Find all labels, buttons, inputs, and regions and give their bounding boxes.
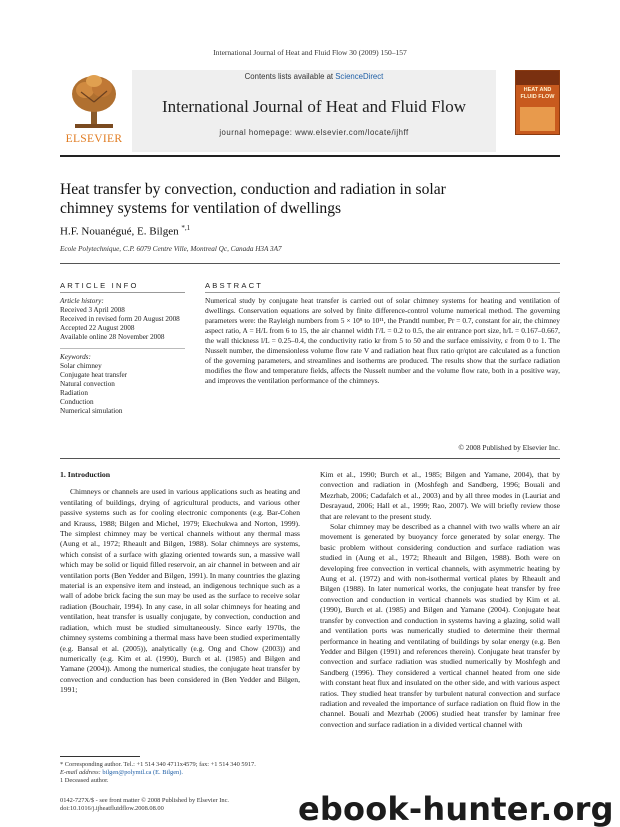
masthead-rule <box>60 155 560 157</box>
article-history <box>60 297 185 342</box>
history-item: Accepted 22 August 2008 <box>60 324 135 332</box>
keyword: Solar chimney <box>60 362 102 370</box>
paragraph: Chimneys or channels are used in various applications such as heating and ventilating of buildings, drying of agricultural products, and various other passive systems such as for cooling electronic components (e.g. Bar-Cohen and Krauss, 1988; Bilgen and Michel, 1979; Ekechukwa and Norton, 1999). The simplest chimney may be vertical channels without any thermal mass (Aung et al., 1972; Rheault and Bilgen, 1988). Solar chimneys are systems, which consist of a surface with glazing oriented towards sun, a massive wall which may be solid or liquid filled reservoir, an air channel in between and air ventilation ports (Ben Yedder and Bilgen, 1991). In many countries the glazing material is an expensive item and instead, an indigenous technique such as a wall of adobe brick facing the sun may be used as the surface to receive solar radiation (Bouchair, 1994). In any case, in all solar chimneys for heating and ventilation, heat transfer is usually conjugate, by convection, conduction and radiation, which must be studied simultaneously. Since early 1970s, the chimney systems combining a thermal mass have been studied experimentally (e.g. Bansal et al. (2005)), analytically (e.g. Ong and Chow (2003)) and numerically (e.g. Kim et al. (1990), Burch et al. (1985) and Bilgen and Yamane (2004)). Among the numerical studies, the conjugate heat transfer by convection and conduction has been considered in (Ben Yedder and Bilgen, 1991; <box>60 487 300 695</box>
abstract-label: ABSTRACT <box>205 281 264 290</box>
history-item: Received 3 April 2008 <box>60 306 125 314</box>
abstract-text: Numerical study by conjugate heat transfer is carried out of solar chimney systems for heating and ventilation of dwellings. Conservation equations are solved by finite difference-control volume numerical method. The governing parameters were: the Rayleigh numbers from 5 × 10⁸ to 10¹¹, the Prandtl number, Pr = 0.7, constant for air, the chimney aspect ratio, A = H/L from 6 to 15, the air channel width l′/L = 0.2 to 0.5, the air entrance port size, h/L = 0.167–0.667, the wall thickness l/L = 0.25–0.4, the conductivity ratio kr from 5 to 50 and the surface emissivity, ε from 0 to 1. The Nusselt number, the dimensionless volume flow rate V and radiation heat flux ratio qr/qtot are calculated as a function of the governing parameters, and streamlines and isotherms are produced. The results show that the surface radiation modifies the flow and temperature fields, affects the Nusselt number and the volume flow rate, both in a positive way, and improves the ventilation performance of the chimneys. <box>205 296 560 385</box>
journal-homepage[interactable]: journal homepage: www.elsevier.com/locate/ijhff <box>219 128 409 137</box>
keyword: Conduction <box>60 398 94 406</box>
article-info-label: ARTICLE INFO <box>60 281 139 290</box>
paragraph: Kim et al., 1990; Burch et al., 1985; Bilgen and Yamane, 2004), that by convection and radiation in (Moshfegh and Sandberg, 1996; Bouali and Mezrhab, 2006; Cadafalch et al., 2003) and by all three modes in (Lauriat and Desrayaud, 2006; Hall et al., 1999; Rao, 2007). We will briefly review those that are relevant to the present study. <box>320 470 560 521</box>
history-heading: Article history: <box>60 297 104 305</box>
history-item: Available online 28 November 2008 <box>60 333 165 341</box>
email-link[interactable]: bilgen@polymtl.ca (E. Bilgen). <box>102 769 183 776</box>
issn-line: 0142-727X/$ - see front matter © 2008 Published by Elsevier Inc. <box>60 797 230 804</box>
keywords-heading: Keywords: <box>60 353 91 361</box>
body-column-left <box>60 470 300 696</box>
footnote-email <box>60 769 310 777</box>
cover-title: HEAT AND FLUID FLOW <box>520 87 555 100</box>
author-names: H.F. Nouanégué, E. Bilgen <box>60 225 179 238</box>
footnote-corresponding: * Corresponding author. Tel.: +1 514 340 4711x4579; fax: +1 514 340 5917. <box>60 761 256 768</box>
tree-icon <box>69 72 119 130</box>
doi-line[interactable]: doi:10.1016/j.ijheatfluidflow.2008.08.00 <box>60 805 164 812</box>
identifiers <box>60 797 310 813</box>
history-item: Received in revised form 20 August 2008 <box>60 315 180 323</box>
history-divider <box>60 348 185 349</box>
contents-bar <box>132 70 496 83</box>
cover-band <box>516 71 559 85</box>
copyright: © 2008 Published by Elsevier Inc. <box>458 443 560 452</box>
footnote-deceased: 1 Deceased author. <box>60 777 109 784</box>
section-heading: 1. Introduction <box>60 470 111 479</box>
journal-title: International Journal of Heat and Fluid Flow <box>161 97 467 116</box>
masthead <box>60 70 560 152</box>
author-mark: *,1 <box>181 224 191 232</box>
footnote-rule <box>60 756 140 757</box>
info-rule <box>60 263 560 264</box>
masthead-banner <box>132 70 496 152</box>
journal-reference: International Journal of Heat and Fluid Flow 30 (2009) 150–157 <box>213 48 407 57</box>
keyword: Natural convection <box>60 380 115 388</box>
label-rule-right <box>205 292 560 293</box>
authors <box>60 224 190 238</box>
affiliation: Ecole Polytechnique, C.P. 6079 Centre Ville, Montreal Qc, Canada H3A 3A7 <box>60 245 282 253</box>
elsevier-logo <box>60 70 128 150</box>
journal-cover <box>515 70 560 135</box>
keyword: Numerical simulation <box>60 407 123 415</box>
watermark: ebook-hunter.org <box>298 790 614 827</box>
body-column-right <box>320 470 560 730</box>
sciencedirect-link[interactable]: ScienceDirect <box>335 72 384 81</box>
email-label: E-mail address: <box>60 769 103 776</box>
footnotes <box>60 761 310 785</box>
article-title: Heat transfer by convection, conduction and radiation in solar chimney systems for ventilation of dwellings <box>60 181 446 217</box>
contents-prefix: Contents lists available at <box>244 72 336 81</box>
keyword: Radiation <box>60 389 88 397</box>
paragraph: Solar chimney may be described as a channel with two walls where an air movement is generated by buoyancy force generated by solar energy. The basic problem without considering conduction and surface radiation was studied in (Aung et al., 1972; Rheault and Bilgen, 1988). Both were on developing free convection in vertical channels, with asymmetric heating by Aung et al. (1972) and with non-isothermal vertical plates by Rheault and Bilgen (1988). In later numerical works, the conjugate heat transfer by free convection and conduction in vertical channels was studied by Kim et al. (1990), Burch et al. (1985) and Bilgen and Yamane (2004). Conjugate heat transfer by convection and conduction in systems having a glazing, solid wall and ventilation ports was numerically studied to determine their thermal performance in heating and ventilating of buildings by solar energy (e.g. Ben Yedder and Bilgen (1991) and references therein). Conjugate heat transfer by convection and surface radiation was studied numerically by Moshfegh and Sandberg (1996). They considered a vertical channel heated from one side with constant heat flux and insulated on the other side, and with various aspect ratios. They studied heat transfer by turbulent natural convection and surface radiation and revealed the importance of surface radiation on fluid flow in the channel. Bouali and Mezrhab (2006) studied heat transfer by laminar free convection and surface radiation in a divided vertical channel with <box>320 522 560 729</box>
abstract-end-rule <box>60 458 560 459</box>
cover-graphic <box>520 107 555 131</box>
keywords <box>60 353 185 416</box>
logo-wordmark: ELSEVIER <box>65 133 123 145</box>
keyword: Conjugate heat transfer <box>60 371 128 379</box>
label-rule-left <box>60 292 185 293</box>
